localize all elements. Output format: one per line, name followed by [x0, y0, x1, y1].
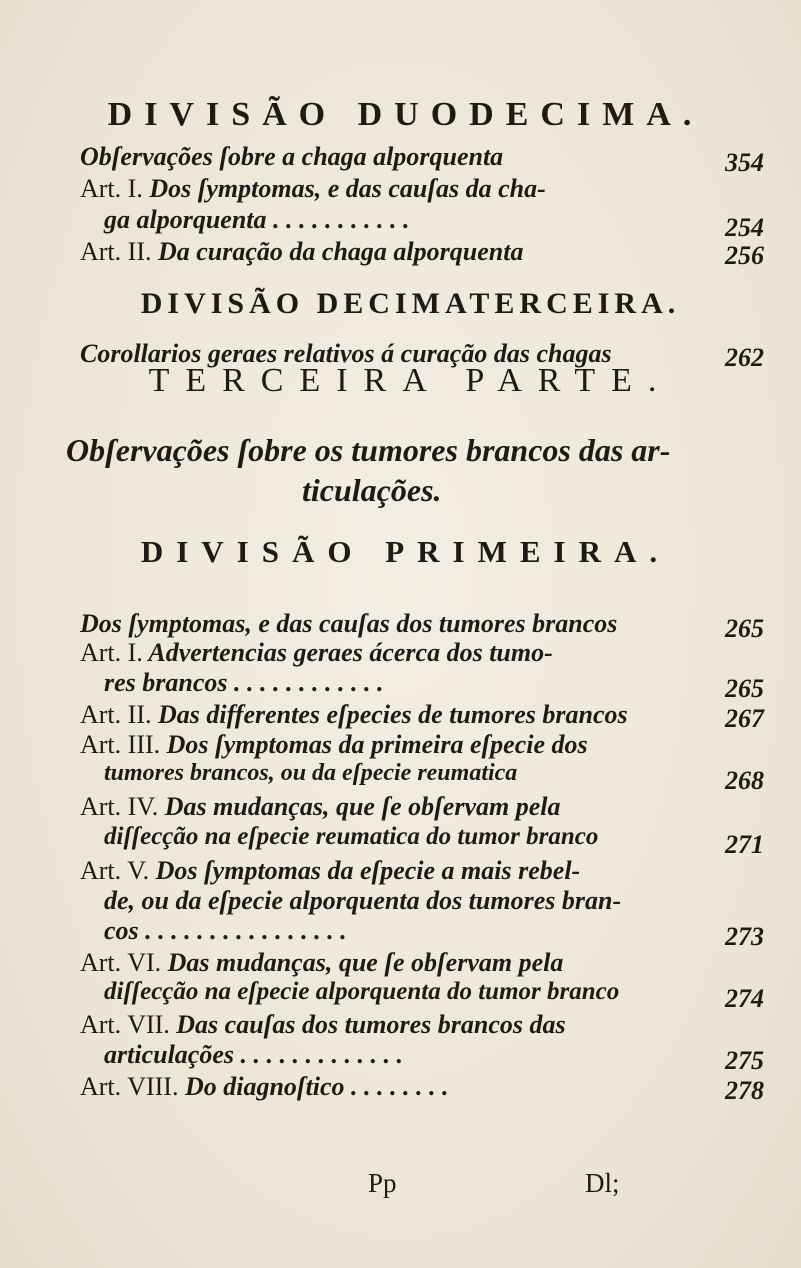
- article-label: Art. II.: [80, 237, 152, 266]
- signature-mark: Pp: [368, 1168, 397, 1198]
- article-title: Dos ſymptomas da primeira eſpecie dos: [166, 730, 588, 759]
- page-number: 267: [725, 704, 764, 733]
- page-number: 274: [725, 984, 764, 1013]
- page-number: 354: [725, 148, 764, 177]
- article-title: Do diagnoſtico . . . . . . . .: [184, 1072, 449, 1101]
- toc-entry-art-6: [80, 948, 563, 978]
- toc-entry-dos-symptomas: Dos ſymptomas, e das cauſas dos tumores brancos: [80, 609, 618, 638]
- toc-entry-corollarios: Corollarios geraes relativos á curação das chagas: [80, 339, 612, 368]
- article-label: Art. II.: [80, 700, 152, 729]
- catchword: Dl;: [585, 1168, 620, 1198]
- toc-entry-art-3: [80, 730, 588, 760]
- toc-entry-art-4: [80, 792, 561, 822]
- heading-terceira-parte: TERCEIRA PARTE.: [148, 362, 673, 399]
- toc-entry-art-3-cont: tumores brancos, ou da eſpecie reumatica: [104, 760, 518, 786]
- toc-entry-art-4-cont: diſſecção na eſpecie reumatica do tumor branco: [104, 823, 599, 850]
- article-label: Art. V.: [80, 856, 150, 885]
- toc-entry-art-1: [80, 638, 553, 668]
- article-label: Art. VIII.: [80, 1072, 179, 1101]
- article-label: Art. VI.: [80, 948, 162, 977]
- article-title: Das mudanças, que ſe obſervam pela: [164, 792, 561, 821]
- toc-entry-art-7: [80, 1010, 566, 1040]
- article-label: Art. III.: [80, 730, 161, 759]
- part-title-line-2: ticulações.: [302, 472, 442, 508]
- article-title: Das cauſas dos tumores brancos das: [176, 1010, 566, 1039]
- part-title-line-1: Obſervações ſobre os tumores brancos das ar-: [66, 432, 671, 468]
- page-number: 271: [725, 830, 764, 859]
- toc-entry-obs-chaga-alporquenta: Obſervações ſobre a chaga alporquenta: [80, 142, 504, 171]
- article-label: Art. I.: [80, 174, 143, 203]
- toc-entry-art-7-cont: articulações . . . . . . . . . . . . .: [104, 1040, 403, 1069]
- toc-entry-art-1-cont: res brancos . . . . . . . . . . . .: [104, 668, 384, 697]
- toc-entry-art-2: [80, 237, 523, 267]
- toc-entry-art-1-cont: ga alporquenta . . . . . . . . . . .: [104, 205, 410, 234]
- toc-entry-art-6-cont: diſſecção na eſpecie alporquenta do tumor branco: [104, 978, 620, 1005]
- page-number: 268: [725, 766, 764, 795]
- heading-divisao-primeira: DIVISÃO PRIMEIRA.: [140, 534, 671, 569]
- heading-divisao-duodecima: DIVISÃO DUODECIMA.: [107, 96, 704, 133]
- article-title: Da curação da chaga alporquenta: [157, 237, 524, 266]
- article-title: Das differentes eſpecies de tumores brancos: [157, 700, 628, 729]
- page-number: 262: [725, 343, 764, 372]
- article-label: Art. VII.: [80, 1010, 170, 1039]
- page-number: 254: [725, 213, 764, 242]
- article-label: Art. IV.: [80, 792, 159, 821]
- page-number: 265: [725, 614, 764, 643]
- page-number: 275: [725, 1046, 764, 1075]
- article-title: Dos ſymptomas da eſpecie a mais rebel-: [155, 856, 581, 885]
- toc-entry-art-2: [80, 700, 628, 730]
- page-number: 278: [725, 1076, 764, 1105]
- page-number: 273: [725, 922, 764, 951]
- article-label: Art. I.: [80, 638, 143, 667]
- toc-entry-art-1: [80, 174, 546, 204]
- toc-entry-art-5-cont: de, ou da eſpecie alporquenta dos tumores bran-: [104, 886, 622, 915]
- page-number: 256: [725, 241, 764, 270]
- article-title: Advertencias geraes ácerca dos tumo-: [148, 638, 553, 667]
- toc-entry-art-8: [80, 1072, 449, 1102]
- article-title: Das mudanças, que ſe obſervam pela: [167, 948, 564, 977]
- article-title: Dos ſymptomas, e das cauſas da cha-: [149, 174, 546, 203]
- page-number: 265: [725, 674, 764, 703]
- heading-divisao-decimaterceira: DIVISÃO DECIMATERCEIRA.: [140, 287, 681, 320]
- toc-entry-art-5: [80, 856, 580, 886]
- toc-entry-art-5-cont-2: cos . . . . . . . . . . . . . . . .: [104, 916, 347, 945]
